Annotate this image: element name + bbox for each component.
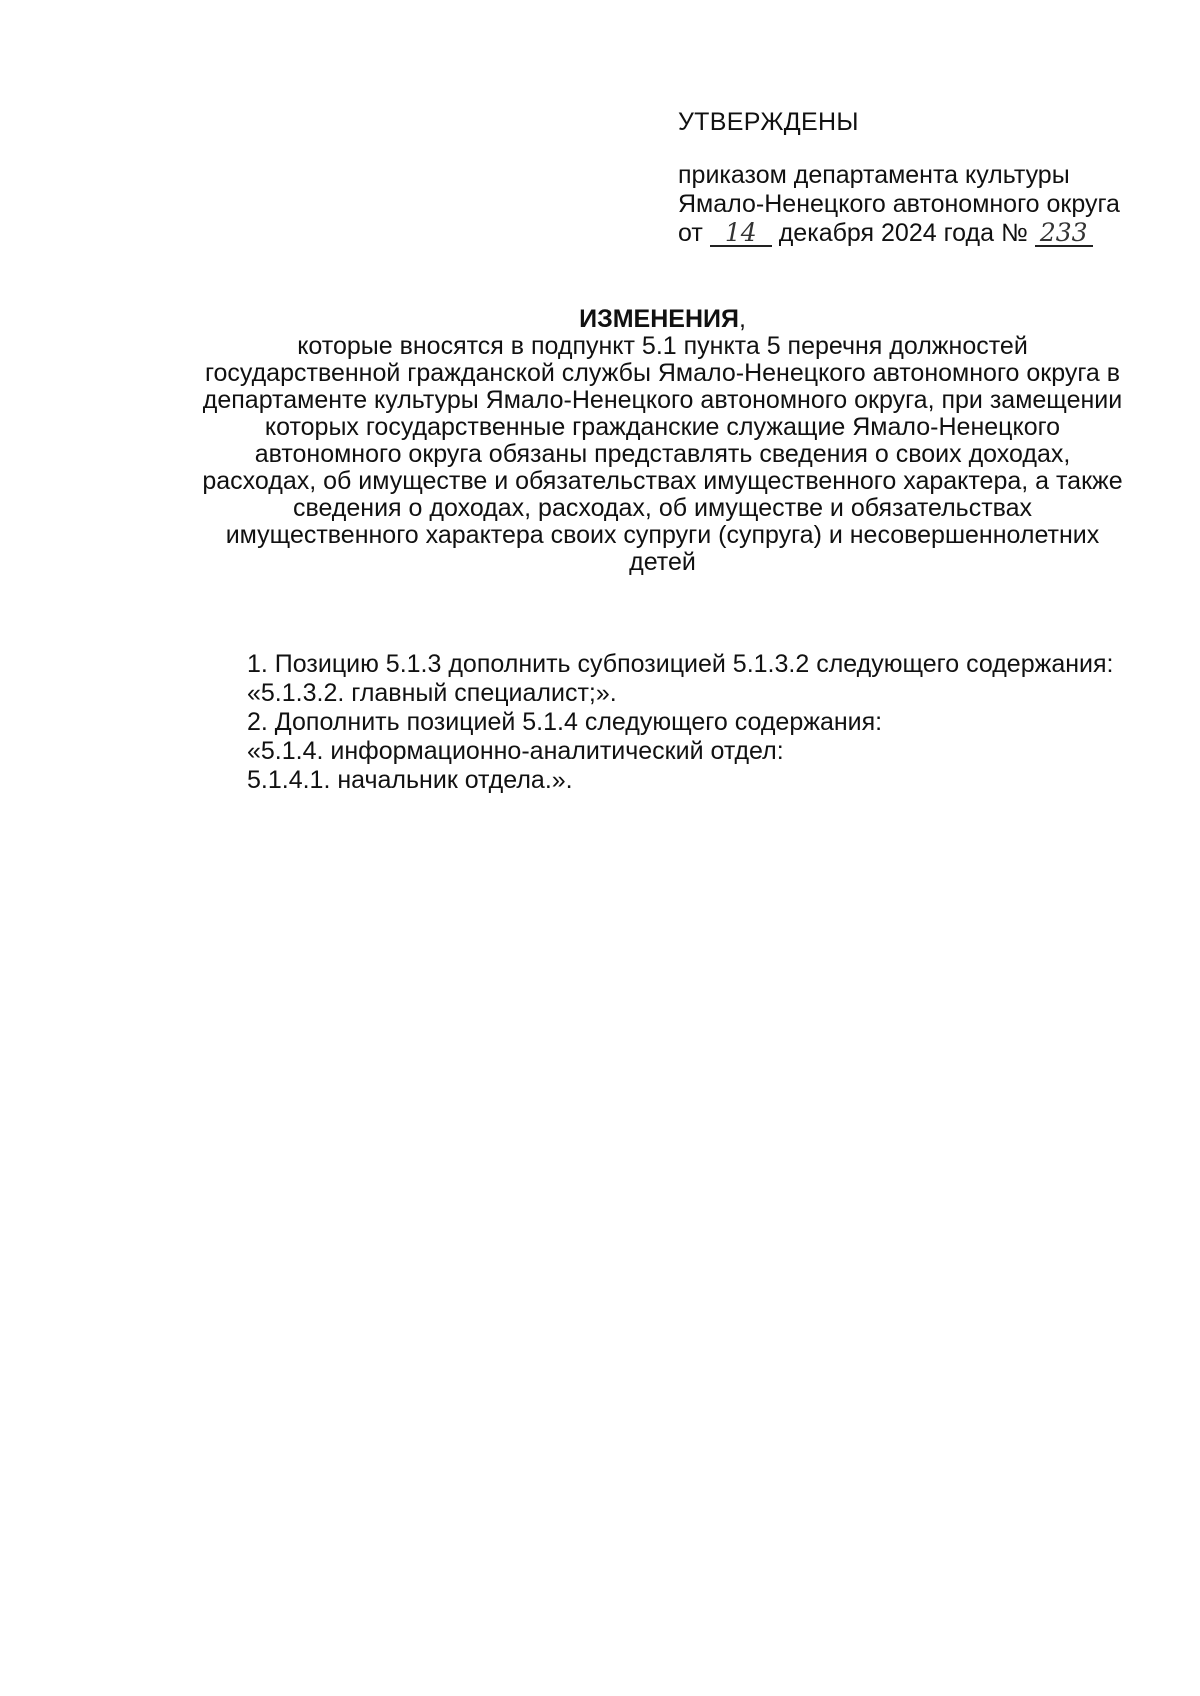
date-prefix: от	[678, 219, 703, 247]
title-block	[165, 306, 1160, 576]
subtitle-line-2: государственной гражданской службы Ямало-Ненецкого автономного округа в	[204, 359, 1121, 387]
subtitle-line-3: департаменте культуры Ямало-Ненецкого автономного округа, при замещении	[202, 386, 1123, 414]
subtitle-line-5: автономного округа обязаны представлять сведения о своих доходах,	[254, 440, 1071, 468]
item-line-5: 5.1.4.1. начальник отдела.».	[247, 766, 573, 794]
subtitle-line-7: сведения о доходах, расходах, об имуществе и обязательствах	[292, 494, 1033, 522]
approval-block	[678, 108, 1178, 248]
approval-line-1: приказом департамента культуры	[678, 161, 1070, 189]
subtitle-line-8: имущественного характера своих супруги (супруга) и несовершеннолетних	[225, 521, 1100, 549]
document-title-comma: ,	[738, 305, 746, 333]
handwritten-order-number: 233	[1035, 221, 1093, 247]
date-middle: декабря 2024 года №	[778, 219, 1028, 247]
item-line-2: «5.1.3.2. главный специалист;».	[247, 679, 617, 707]
approval-line-2: Ямало-Ненецкого автономного округа	[678, 190, 1120, 218]
subtitle-line-1: которые вносятся в подпункт 5.1 пункта 5 перечня должностей	[297, 332, 1028, 360]
subtitle-line-4: которых государственные гражданские служащие Ямало-Ненецкого	[264, 413, 1061, 441]
subtitle-line-6: расходах, об имуществе и обязательствах имущественного характера, а также	[202, 467, 1123, 495]
document-title	[165, 306, 1160, 333]
subtitle-line-9: детей	[629, 548, 696, 576]
document-title-text: ИЗМЕНЕНИЯ	[579, 305, 739, 333]
item-line-3: 2. Дополнить позицией 5.1.4 следующего содержания:	[247, 708, 883, 736]
item-line-4: «5.1.4. информационно-аналитический отдел:	[247, 737, 784, 765]
amendment-items	[247, 650, 1167, 795]
handwritten-day: 14	[710, 221, 772, 247]
approved-heading: УТВЕРЖДЕНЫ	[678, 108, 859, 136]
item-line-1: 1. Позицию 5.1.3 дополнить субпозицией 5.1.3.2 следующего содержания:	[247, 650, 1114, 678]
approval-date-line	[678, 219, 1178, 248]
